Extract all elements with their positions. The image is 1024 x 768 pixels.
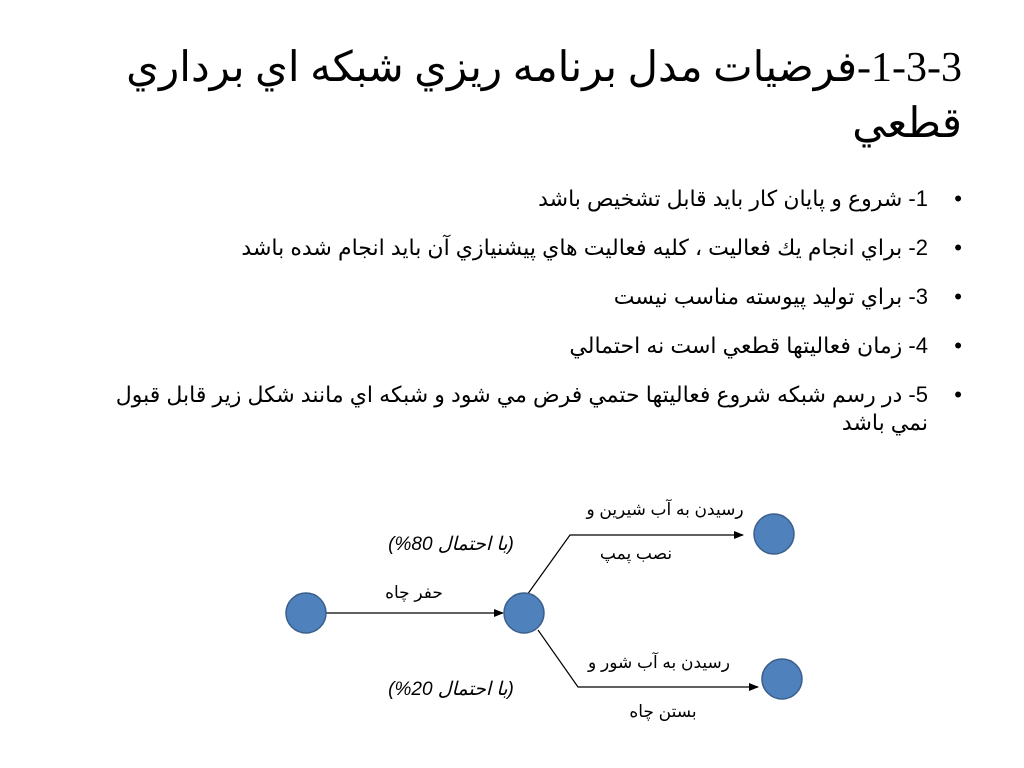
edge-label-salt-1: رسيدن به آب شور و	[588, 653, 730, 672]
bullet-marker: •	[954, 235, 962, 260]
bullet-marker: •	[954, 186, 962, 211]
probability-fresh: (با احتمال 80%)	[388, 534, 514, 555]
bullet-text: 3- براي توليد پيوسته مناسب نيست	[613, 284, 928, 309]
bullet-marker: •	[954, 333, 962, 358]
bullet-item-1	[84, 185, 964, 213]
node-well	[504, 593, 544, 633]
network-diagram	[0, 490, 1024, 768]
node-fresh-water	[754, 514, 794, 554]
probability-salt: (با احتمال 20%)	[388, 679, 514, 700]
bullet-text: 1- شروع و پايان كار بايد قابل تشخيص باشد	[538, 186, 928, 211]
bullet-item-3	[84, 283, 964, 311]
bullet-text: 2- براي انجام يك فعاليت ، كليه فعاليت هاي پيشنيازي آن بايد انجام شده باشد	[241, 235, 928, 260]
slide-title: 1-3-3-فرضيات مدل برنامه ريزي شبكه اي برداري قطعي	[126, 45, 962, 147]
bullet-list	[84, 185, 964, 458]
bullet-item-2	[84, 234, 964, 262]
bullet-item-5	[84, 381, 964, 437]
bullet-item-4	[84, 332, 964, 360]
edge-label-salt-2: بستن چاه	[629, 702, 697, 721]
edge-label-dig-well: حفر چاه	[385, 583, 443, 602]
bullet-text: 5- در رسم شبكه شروع فعاليتها حتمي فرض مي شود و شبكه اي مانند شكل زير قابل قبول نمي باشد	[115, 382, 928, 435]
node-salt-water	[762, 659, 802, 699]
node-start	[286, 593, 326, 633]
edge-label-fresh-1: رسيدن به آب شيرين و	[586, 500, 744, 519]
bullet-marker: •	[954, 284, 962, 309]
bullet-marker: •	[954, 382, 962, 407]
edge-label-fresh-2: نصب پمپ	[599, 544, 673, 563]
bullet-text: 4- زمان فعاليتها قطعي است نه احتمالي	[569, 333, 928, 358]
